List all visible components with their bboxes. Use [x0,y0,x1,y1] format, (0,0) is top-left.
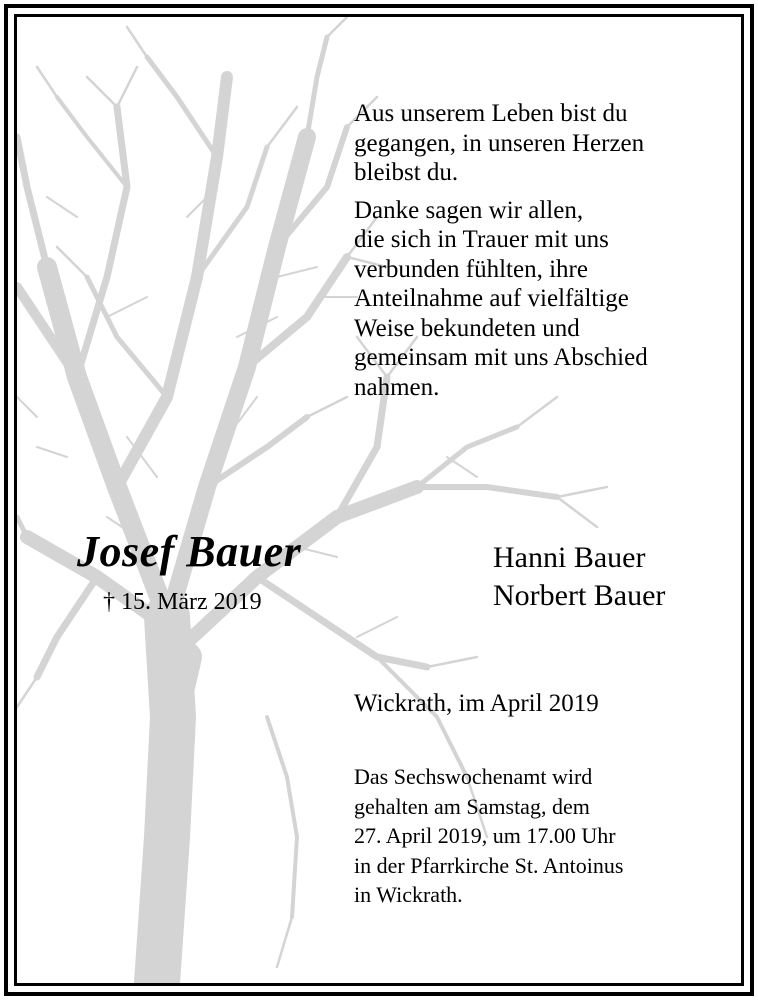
poem-line: bleibst du. [354,159,459,186]
poem-line: Danke sagen wir allen, [354,196,584,224]
service-line: 27. April 2019, um 17.00 Uhr [354,823,616,848]
mourner-name: Hanni Bauer [493,541,646,574]
poem-text [354,99,734,402]
service-line: in Wickrath. [354,882,463,907]
death-date: 15. März 2019 [121,589,262,615]
poem-line: die sich in Trauer mit uns [354,226,609,253]
death-date-line [103,587,363,617]
deceased-name: Josef Bauer [77,527,302,576]
poem-line: nahmen. [354,373,440,401]
notice-card [14,14,744,986]
mourners-list [493,539,733,615]
poem-stanza-1 [354,99,734,188]
service-line: in der Pfarrkirche St. Antoinus [354,852,624,878]
poem-line: Aus unserem Leben bist du [354,100,628,127]
cross-icon: † [103,589,115,615]
service-info [354,762,714,910]
poem-line: verbunden fühlten, ihre [354,255,588,283]
poem-line: Anteilnahme auf vielfältige [354,285,629,312]
poem-line: gegangen, in unseren Herzen [354,129,645,157]
mourner-name: Norbert Bauer [493,579,666,612]
poem-line: Weise bekundeten und [354,314,580,342]
place-date: Wickrath, im April 2019 [354,690,599,717]
poem-stanza-2 [354,196,734,403]
service-line: gehalten am Samstag, dem [354,793,590,819]
poem-line: gemeinsam mit uns Abschied [354,344,648,371]
service-line: Das Sechswochenamt wird [354,764,593,789]
